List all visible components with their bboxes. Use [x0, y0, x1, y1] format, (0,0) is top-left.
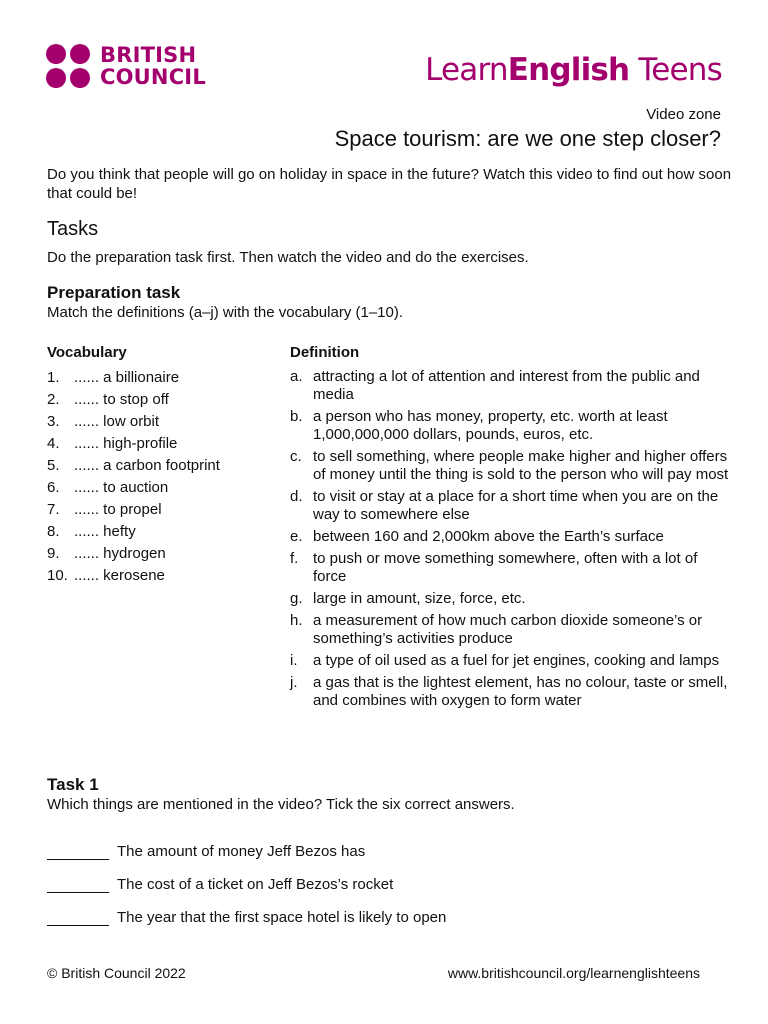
task1-item: The year that the first space hotel is likely to open [47, 909, 737, 926]
vocab-item: 7. ...... to propel [47, 501, 162, 518]
answer-blank[interactable] [47, 878, 109, 893]
preparation-instruction: Match the definitions (a–j) with the vocabulary (1–10). [47, 304, 404, 321]
page-title: Space tourism: are we one step closer? [334, 126, 721, 151]
answer-blank[interactable] [47, 845, 109, 860]
definition-item: j. a gas that is the lightest element, has no colour, taste or smell, and combines with oxygen to form water [290, 674, 728, 709]
british-council-dots-icon [46, 44, 92, 90]
definition-item: f. to push or move something somewhere, often with a lot of force [290, 550, 698, 585]
definition-item: a. attracting a lot of attention and interest from the public and media [290, 368, 700, 403]
vocab-item: 3. ...... low orbit [47, 413, 160, 430]
vocab-item: 2. ...... to stop off [47, 391, 169, 408]
definition-list [290, 368, 730, 714]
task1-item: The cost of a ticket on Jeff Bezos’s rocket [47, 876, 737, 893]
definition-heading: Definition [290, 344, 360, 361]
task1-item: The amount of money Jeff Bezos has [47, 843, 737, 860]
definition-item: e. between 160 and 2,000km above the Earth’s surface [290, 528, 664, 545]
tasks-instruction: Do the preparation task first. Then watch the video and do the exercises. [47, 249, 529, 266]
definition-item: b. a person who has money, property, etc. worth at least 1,000,000,000 dollars, pounds, euros, etc. [290, 408, 668, 443]
preparation-heading: Preparation task [47, 283, 181, 302]
vocab-item: 1. ...... a billionaire [47, 369, 180, 386]
vocab-item: 5. ...... a carbon footprint [47, 457, 220, 474]
answer-blank[interactable] [47, 911, 109, 926]
definition-item: h. a measurement of how much carbon dioxide someone’s or something’s activities produce [290, 612, 703, 647]
footer-copyright: © British Council 2022 [47, 965, 186, 981]
section-label: Video zone [646, 106, 721, 123]
definition-item: d. to visit or stay at a place for a short time when you are on the way to somewhere else [290, 488, 719, 523]
vocab-item: 10. ...... kerosene [47, 567, 165, 584]
task1-instruction: Which things are mentioned in the video? Tick the six correct answers. [47, 796, 515, 813]
definition-item: c. to sell something, where people make higher and higher offers of money until the thing is sold to the person who will pay most [290, 448, 729, 483]
vocabulary-heading: Vocabulary [47, 344, 127, 361]
vocab-item: 9. ...... hydrogen [47, 545, 166, 562]
task1-heading: Task 1 [47, 775, 99, 794]
vocab-item: 8. ...... hefty [47, 523, 136, 540]
footer-url[interactable]: www.britishcouncil.org/learnenglishteens [447, 965, 700, 981]
vocab-item: 4. ...... high-profile [47, 435, 178, 452]
tasks-heading: Tasks [47, 218, 99, 240]
learnenglish-teens-logo: LearnEnglish Teens [425, 52, 722, 88]
vocabulary-list [47, 368, 277, 588]
definition-item: g. large in amount, size, force, etc. [290, 590, 526, 607]
vocab-item: 6. ...... to auction [47, 479, 169, 496]
british-council-logo [46, 44, 216, 90]
intro-text: Do you think that people will go on holiday in space in the future? Watch this video to find out how soon that could be! [47, 166, 732, 202]
british-council-wordmark: BRITISH COUNCIL [100, 43, 206, 89]
definition-item: i. a type of oil used as a fuel for jet engines, cooking and lamps [290, 652, 720, 669]
